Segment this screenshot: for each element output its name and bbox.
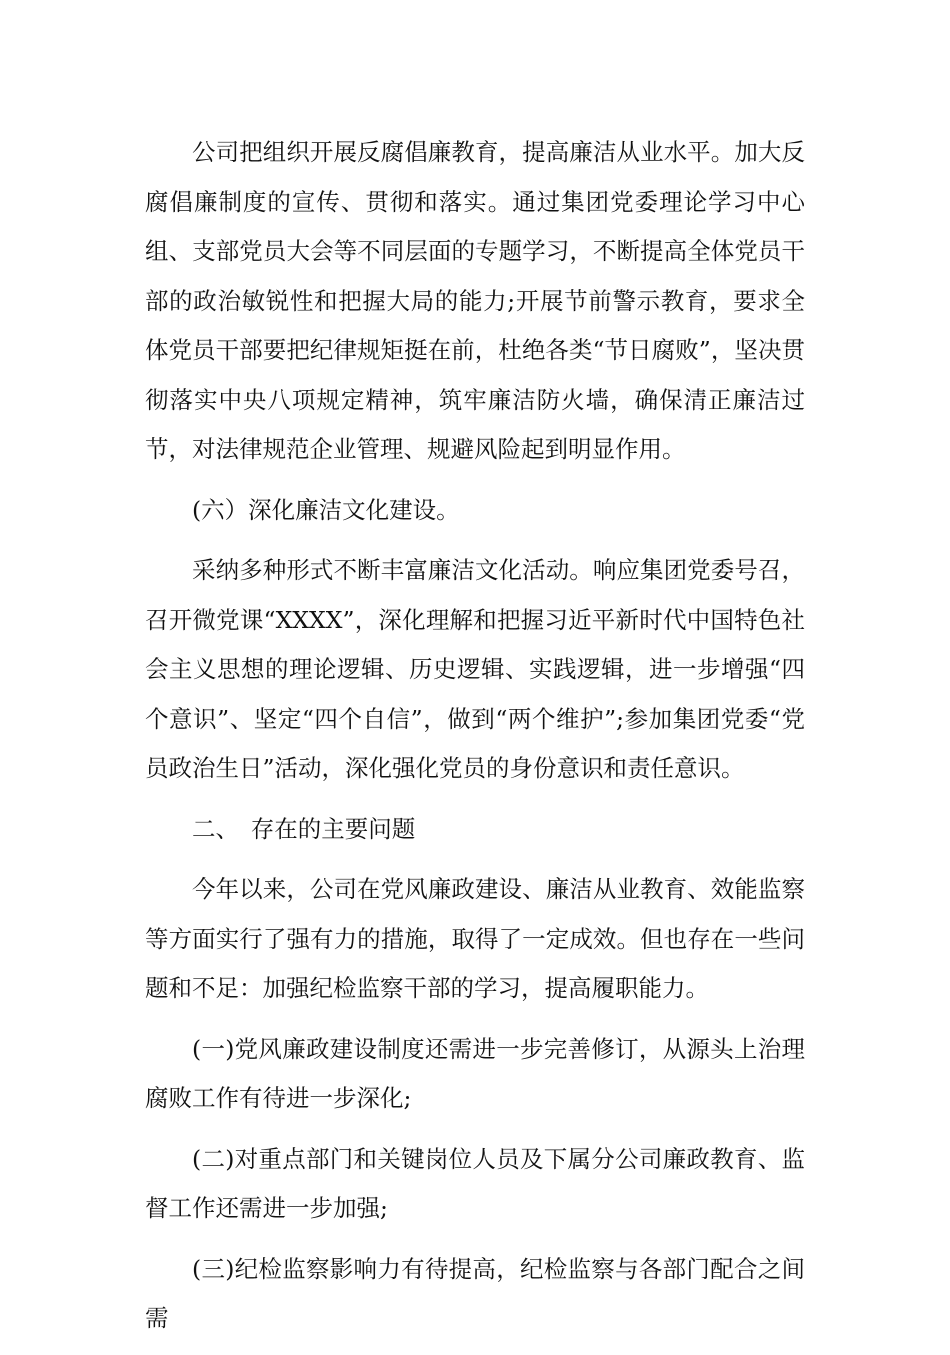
paragraph-culture-activities: 采纳多种形式不断丰富廉洁文化活动。响应集团党委号召，召开微党课“XXXX”，深化理解和把握习近平新时代中国特色社会主义思想的理论逻辑、历史逻辑、实践逻辑，进一步增强“四个意识”、坚定“四个自信”，做到“两个维护”;参加集团党委“党员政治生日”活动，深化强化党员的身份意识和责任意识。 [145, 556, 805, 782]
paragraph-problems-intro: 今年以来，公司在党风廉政建设、廉洁从业教育、效能监察等方面实行了强有力的措施，取得了一定成效。但也存在一些问题和不足：加强纪检监察干部的学习，提高履职能力。 [145, 875, 805, 1002]
section-heading-problems: 二、 存在的主要问题 [192, 814, 416, 843]
paragraph-anti-corruption-education: 公司把组织开展反腐倡廉教育，提高廉洁从业水平。加大反腐倡廉制度的宣传、贯彻和落实。通过集团党委理论学习中心组、支部党员大会等不同层面的专题学习，不断提高全体党员干部的政治敏锐性和把握大局的能力;开展节前警示教育，要求全体党员干部要把纪律规矩挺在前，杜绝各类“节日腐败”，坚决贯彻落实中央八项规定精神，筑牢廉洁防火墙，确保清正廉洁过节，对法律规范企业管理、规避风险起到明显作用。 [145, 138, 805, 463]
paragraph-problem-1: (一)党风廉政建设制度还需进一步完善修订，从源头上治理腐败工作有待进一步深化; [145, 1034, 805, 1112]
paragraph-problem-2: (二)对重点部门和关键岗位人员及下属分公司廉政教育、监督工作还需进一步加强; [145, 1144, 805, 1222]
document-page [145, 128, 805, 1355]
paragraph-problem-3: (三)纪检监察影响力有待提高，纪检监察与各部门配合之间需 [145, 1254, 805, 1332]
section-heading-6: (六）深化廉洁文化建设。 [192, 495, 460, 524]
